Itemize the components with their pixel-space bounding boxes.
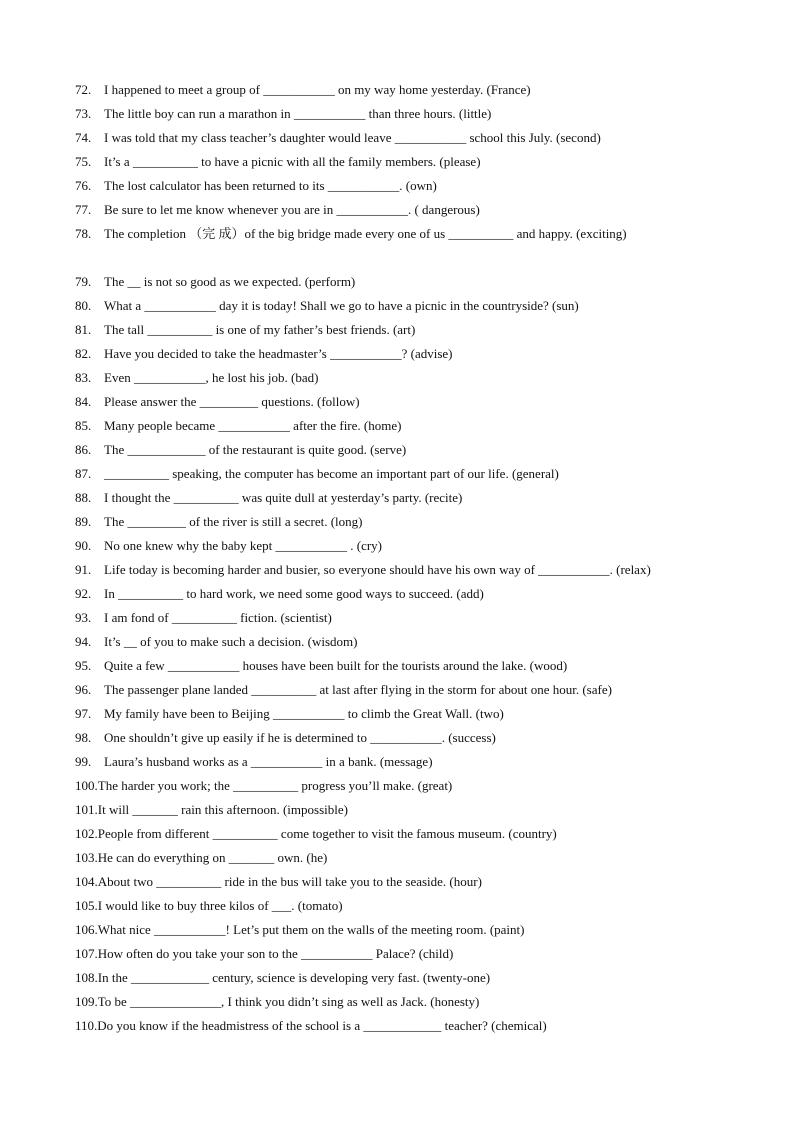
question-number: 91. (75, 562, 92, 577)
question-number: 72. (75, 82, 92, 97)
question-item (75, 560, 720, 584)
question-number: 73. (75, 106, 92, 121)
question-text: The harder you work; the __________ progress you’ll make. (great) (97, 778, 453, 793)
question-text: __________ speaking, the computer has become an important part of our life. (general) (104, 466, 559, 481)
question-text: It’s a __________ to have a picnic with all the family members. (please) (104, 154, 481, 169)
question-number: 82. (75, 346, 92, 361)
question-number: 104. (75, 874, 98, 889)
question-number: 110. (75, 1018, 98, 1033)
question-number: 76. (75, 178, 92, 193)
question-item (75, 80, 720, 104)
question-item (75, 896, 720, 920)
question-text: It’s __ of you to make such a decision. (wisdom) (104, 634, 358, 649)
question-text: How often do you take your son to the ___________ Palace? (child) (97, 946, 454, 961)
question-item (75, 512, 720, 536)
question-text: To be ______________, I think you didn’t sing as well as Jack. (honesty) (97, 994, 480, 1009)
question-number: 90. (75, 538, 92, 553)
question-text: My family have been to Beijing ___________ to climb the Great Wall. (two) (104, 706, 504, 721)
question-number: 106. (75, 922, 98, 937)
question-number: 93. (75, 610, 92, 625)
question-text: Have you decided to take the headmaster’s ___________? (advise) (104, 346, 453, 361)
question-item (75, 728, 720, 752)
question-text: One shouldn’t give up easily if he is determined to ___________. (success) (104, 730, 496, 745)
question-number: 74. (75, 130, 92, 145)
question-number: 105. (75, 898, 98, 913)
question-text: Please answer the _________ questions. (follow) (104, 394, 360, 409)
question-item (75, 224, 720, 272)
question-text: I am fond of __________ fiction. (scientist) (104, 610, 332, 625)
question-item (75, 752, 720, 776)
question-number: 79. (75, 274, 92, 289)
question-text: I would like to buy three kilos of ___. (tomato) (97, 898, 343, 913)
question-text: The little boy can run a marathon in ___________ than three hours. (little) (104, 106, 492, 121)
question-number: 75. (75, 154, 92, 169)
question-number: 97. (75, 706, 92, 721)
question-item (75, 200, 720, 224)
question-item (75, 152, 720, 176)
question-text: The _________ of the river is still a secret. (long) (104, 514, 363, 529)
question-text: I thought the __________ was quite dull at yesterday’s party. (recite) (104, 490, 463, 505)
question-number: 83. (75, 370, 92, 385)
question-number: 99. (75, 754, 92, 769)
question-item (75, 392, 720, 416)
question-text: In the ____________ century, science is developing very fast. (twenty-one) (97, 970, 491, 985)
question-text: In __________ to hard work, we need some good ways to succeed. (add) (104, 586, 484, 601)
question-item (75, 608, 720, 632)
question-number: 109. (75, 994, 98, 1009)
question-item (75, 848, 720, 872)
question-item (75, 296, 720, 320)
question-text: The ____________ of the restaurant is quite good. (serve) (104, 442, 407, 457)
question-text: What a ___________ day it is today! Shall we go to have a picnic in the countryside? (sun) (104, 298, 579, 313)
question-text: I happened to meet a group of ___________ on my way home yesterday. (France) (104, 82, 531, 97)
question-number: 88. (75, 490, 92, 505)
question-item (75, 992, 720, 1016)
question-text: Even ___________, he lost his job. (bad) (104, 370, 319, 385)
question-item (75, 920, 720, 944)
question-number: 81. (75, 322, 92, 337)
question-item (75, 680, 720, 704)
question-text: About two __________ ride in the bus will take you to the seaside. (hour) (97, 874, 482, 889)
question-number: 108. (75, 970, 98, 985)
question-item (75, 464, 720, 488)
question-item (75, 104, 720, 128)
question-number: 84. (75, 394, 92, 409)
question-number: 77. (75, 202, 92, 217)
question-item (75, 272, 720, 296)
question-number: 95. (75, 658, 92, 673)
question-number: 80. (75, 298, 92, 313)
question-item (75, 1016, 720, 1040)
question-text: I was told that my class teacher’s daughter would leave ___________ school this July. (second) (104, 130, 601, 145)
question-item (75, 824, 720, 848)
question-text: The tall __________ is one of my father’s best friends. (art) (104, 322, 416, 337)
question-number: 102. (75, 826, 98, 841)
question-item (75, 416, 720, 440)
question-text: Many people became ___________ after the fire. (home) (104, 418, 402, 433)
question-number: 103. (75, 850, 98, 865)
question-text: He can do everything on _______ own. (he) (97, 850, 328, 865)
question-text: What nice ___________! Let’s put them on the walls of the meeting room. (paint) (97, 922, 525, 937)
question-number: 98. (75, 730, 92, 745)
question-item (75, 800, 720, 824)
question-item (75, 704, 720, 728)
question-list (75, 80, 720, 1040)
question-text: Do you know if the headmistress of the school is a ____________ teacher? (chemical) (97, 1018, 547, 1033)
question-item (75, 584, 720, 608)
question-number: 86. (75, 442, 92, 457)
question-number: 101. (75, 802, 98, 817)
question-item (75, 632, 720, 656)
question-text: The lost calculator has been returned to its ___________. (own) (104, 178, 437, 193)
question-item (75, 656, 720, 680)
question-text: No one knew why the baby kept ___________ . (cry) (104, 538, 382, 553)
question-number: 85. (75, 418, 92, 433)
question-item (75, 368, 720, 392)
question-number: 78. (75, 226, 92, 241)
question-item (75, 344, 720, 368)
question-text: The __ is not so good as we expected. (perform) (104, 274, 356, 289)
question-number: 94. (75, 634, 92, 649)
question-item (75, 944, 720, 968)
question-text: Be sure to let me know whenever you are in ___________. ( dangerous) (104, 202, 480, 217)
question-item (75, 776, 720, 800)
question-item (75, 440, 720, 464)
question-item (75, 320, 720, 344)
question-text: Life today is becoming harder and busier, so everyone should have his own way of ___________. (relax) (104, 562, 651, 577)
question-item (75, 488, 720, 512)
question-text: People from different __________ come together to visit the famous museum. (country) (97, 826, 557, 841)
question-text: The completion （完 成）of the big bridge made every one of us __________ and happy. (exciting) (104, 226, 627, 241)
question-item (75, 968, 720, 992)
question-item (75, 176, 720, 200)
question-text: It will _______ rain this afternoon. (impossible) (97, 802, 348, 817)
question-item (75, 536, 720, 560)
question-number: 89. (75, 514, 92, 529)
question-number: 87. (75, 466, 92, 481)
question-item (75, 872, 720, 896)
question-number: 96. (75, 682, 92, 697)
question-item (75, 128, 720, 152)
question-number: 107. (75, 946, 98, 961)
question-number: 92. (75, 586, 92, 601)
question-text: The passenger plane landed __________ at last after flying in the storm for about one hour. (safe) (104, 682, 612, 697)
question-text: Laura’s husband works as a ___________ in a bank. (message) (104, 754, 433, 769)
question-text: Quite a few ___________ houses have been built for the tourists around the lake. (wood) (104, 658, 568, 673)
question-number: 100. (75, 778, 98, 793)
